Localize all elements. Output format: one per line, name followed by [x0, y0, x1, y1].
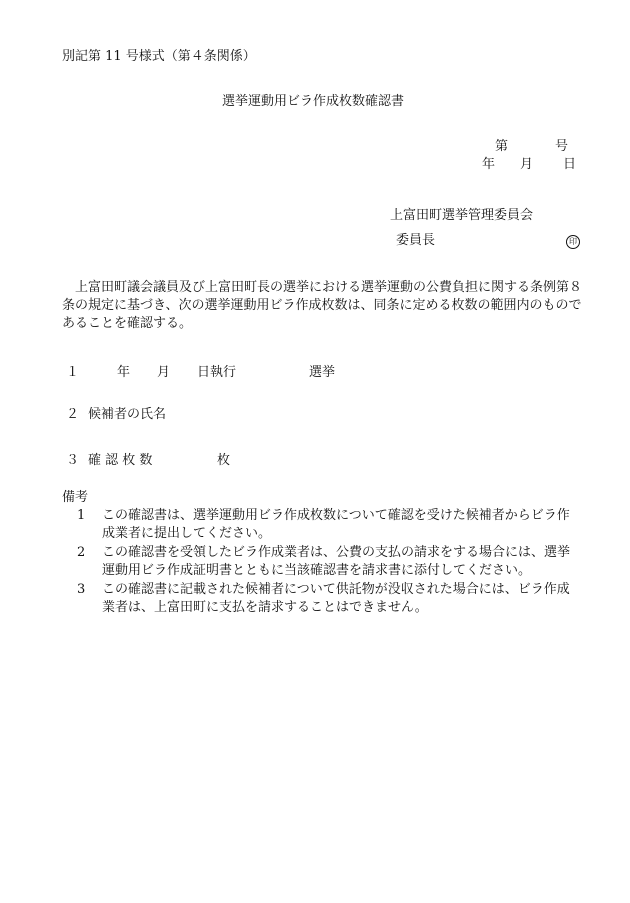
item-3-number: ３	[66, 453, 80, 468]
remark-text: この確認書は、選挙運動用ビラ作成枚数について確認を受けた候補者からビラ作成業者に提出してください。	[102, 508, 570, 541]
remark-number: 1	[77, 508, 86, 523]
remark-text: この確認書に記載された候補者について供託物が没収された場合には、ビラ作成業者は、上富田町に支払を請求することはできません。	[102, 582, 570, 615]
date-day: 日	[563, 157, 577, 172]
form-reference: 別記第 11 号様式（第４条関係）	[62, 49, 256, 64]
item-2-number: ２	[66, 407, 80, 422]
date-month: 月	[520, 157, 534, 172]
number-go: 号	[555, 139, 569, 154]
item-1-year: 年	[117, 365, 131, 380]
item-3-unit: 枚	[217, 453, 231, 468]
item-1-election: 選挙	[309, 365, 336, 380]
seal-icon	[566, 232, 580, 250]
item-1-day: 日執行	[197, 365, 237, 380]
seal-mark: 印	[566, 235, 580, 249]
remarks-heading: 備考	[62, 490, 89, 505]
remark-number: 3	[77, 582, 86, 597]
remark-text: この確認書を受領したビラ作成業者は、公費の支払の請求をする場合には、選挙運動用ビラ作成証明書とともに当該確認書を請求書に添付してください。	[102, 545, 571, 578]
issuer-committee: 上富田町選挙管理委員会	[390, 208, 534, 223]
item-3-label: 確 認 枚 数	[88, 453, 153, 468]
item-1-month: 月	[157, 365, 171, 380]
body-paragraph: 上富田町議会議員及び上富田町長の選挙における選挙運動の公費負担に関する条例第８条の規定に基づき、次の選挙運動用ビラ作成枚数は、同条に定める枚数の範囲内のものであることを確認する。	[62, 280, 583, 331]
document-title: 選挙運動用ビラ作成枚数確認書	[222, 94, 405, 109]
item-1-number: １	[66, 365, 80, 380]
item-2-label: 候補者の氏名	[88, 407, 167, 422]
date-year: 年	[482, 157, 496, 172]
number-dai: 第	[495, 139, 509, 154]
issuer-chair: 委員長	[396, 233, 436, 248]
remark-number: 2	[77, 545, 86, 560]
